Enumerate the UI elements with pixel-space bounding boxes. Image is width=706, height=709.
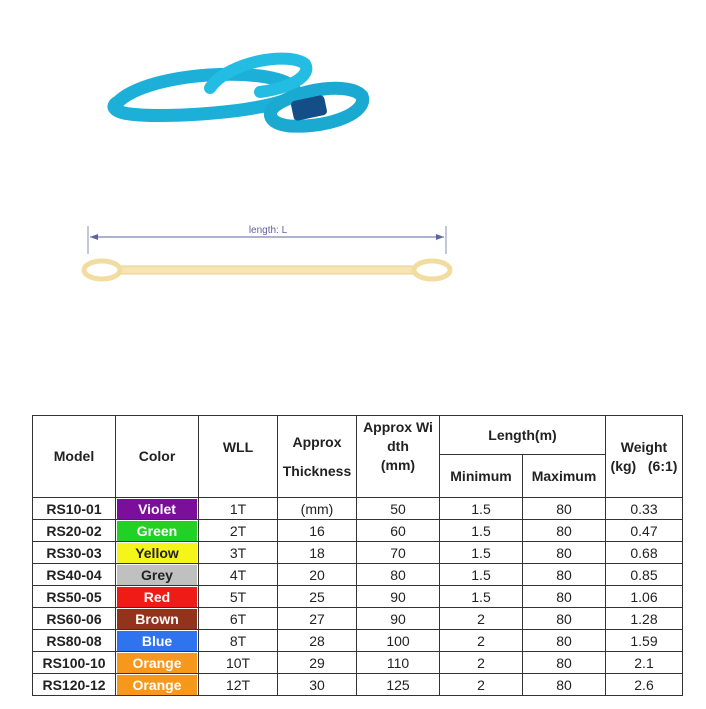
table-row xyxy=(33,674,683,696)
cell-color xyxy=(116,498,199,520)
cell-wll: 12T xyxy=(199,674,278,696)
cell-width: 90 xyxy=(357,608,440,630)
cell-model: RS60-06 xyxy=(33,608,116,630)
cell-weight: 1.28 xyxy=(606,608,683,630)
header-thickness-line1: Approx xyxy=(292,433,342,450)
header-width-line1: Approx Wi xyxy=(363,419,433,435)
cell-wll: 1T xyxy=(199,498,278,520)
cell-max: 80 xyxy=(523,630,606,652)
cell-max: 80 xyxy=(523,542,606,564)
cell-max: 80 xyxy=(523,652,606,674)
length-label: length: L xyxy=(248,225,288,236)
header-weight-line1: Weight xyxy=(620,438,668,455)
cell-thickness: 20 xyxy=(278,564,357,586)
cell-min: 1.5 xyxy=(440,542,523,564)
cell-wll: 6T xyxy=(199,608,278,630)
table-row xyxy=(33,630,683,652)
cell-width: 100 xyxy=(357,630,440,652)
cell-color xyxy=(116,652,199,674)
header-width-line2: dth xyxy=(387,438,409,454)
table-row xyxy=(33,520,683,542)
table-row xyxy=(33,542,683,564)
cell-color xyxy=(116,564,199,586)
cell-thickness: 16 xyxy=(278,520,357,542)
cell-color xyxy=(116,608,199,630)
cell-max: 80 xyxy=(523,498,606,520)
cell-weight: 0.47 xyxy=(606,520,683,542)
cell-max: 80 xyxy=(523,674,606,696)
cell-width: 50 xyxy=(357,498,440,520)
cell-min: 2 xyxy=(440,652,523,674)
cell-wll: 8T xyxy=(199,630,278,652)
cell-model: RS10-01 xyxy=(33,498,116,520)
color-swatch: Orange xyxy=(117,653,197,673)
color-swatch: Red xyxy=(117,587,197,607)
cell-color xyxy=(116,520,199,542)
cell-weight: 0.85 xyxy=(606,564,683,586)
cell-max: 80 xyxy=(523,520,606,542)
header-thickness xyxy=(278,416,357,498)
table-row xyxy=(33,564,683,586)
color-swatch: Blue xyxy=(117,631,197,651)
cell-model: RS30-03 xyxy=(33,542,116,564)
cell-model: RS40-04 xyxy=(33,564,116,586)
cell-weight: 0.33 xyxy=(606,498,683,520)
cell-wll: 2T xyxy=(199,520,278,542)
cell-wll: 3T xyxy=(199,542,278,564)
cell-color xyxy=(116,542,199,564)
header-weight-line2: (kg) (6:1) xyxy=(610,457,678,474)
sling-photo xyxy=(100,40,410,140)
cell-weight: 2.1 xyxy=(606,652,683,674)
table-row xyxy=(33,498,683,520)
header-thickness-line2: Thickness xyxy=(282,462,352,479)
table-row xyxy=(33,652,683,674)
cell-model: RS20-02 xyxy=(33,520,116,542)
header-color: Color xyxy=(116,416,199,498)
color-swatch: Yellow xyxy=(117,543,197,563)
color-swatch: Violet xyxy=(117,499,197,519)
cell-color xyxy=(116,674,199,696)
cell-wll: 4T xyxy=(199,564,278,586)
cell-color xyxy=(116,630,199,652)
cell-max: 80 xyxy=(523,586,606,608)
cell-min: 2 xyxy=(440,674,523,696)
header-width-line3: (mm) xyxy=(380,457,416,473)
header-weight xyxy=(606,416,683,498)
spec-table xyxy=(32,415,683,696)
header-model: Model xyxy=(33,416,116,498)
table-row xyxy=(33,586,683,608)
cell-width: 125 xyxy=(357,674,440,696)
cell-width: 80 xyxy=(357,564,440,586)
color-swatch: Brown xyxy=(117,609,197,629)
cell-color xyxy=(116,586,199,608)
cell-thickness: 27 xyxy=(278,608,357,630)
sling-length-diagram xyxy=(78,218,458,298)
cell-min: 1.5 xyxy=(440,520,523,542)
color-swatch: Grey xyxy=(117,565,197,585)
cell-thickness: 18 xyxy=(278,542,357,564)
table-row xyxy=(33,608,683,630)
cell-weight: 2.6 xyxy=(606,674,683,696)
cell-thickness: 28 xyxy=(278,630,357,652)
cell-min: 2 xyxy=(440,608,523,630)
cell-thickness: 30 xyxy=(278,674,357,696)
cell-width: 90 xyxy=(357,586,440,608)
cell-min: 1.5 xyxy=(440,498,523,520)
cell-weight: 1.06 xyxy=(606,586,683,608)
header-wll: WLL xyxy=(199,416,278,498)
cell-wll: 5T xyxy=(199,586,278,608)
header-minimum: Minimum xyxy=(440,455,523,498)
cell-width: 70 xyxy=(357,542,440,564)
cell-weight: 0.68 xyxy=(606,542,683,564)
header-length: Length(m) xyxy=(440,416,606,455)
cell-max: 80 xyxy=(523,564,606,586)
header-width xyxy=(357,416,440,498)
cell-width: 110 xyxy=(357,652,440,674)
color-swatch: Orange xyxy=(117,675,197,695)
cell-width: 60 xyxy=(357,520,440,542)
color-swatch: Green xyxy=(117,521,197,541)
cell-thickness: 29 xyxy=(278,652,357,674)
cell-wll: 10T xyxy=(199,652,278,674)
cell-model: RS120-12 xyxy=(33,674,116,696)
cell-max: 80 xyxy=(523,608,606,630)
cell-model: RS80-08 xyxy=(33,630,116,652)
cell-min: 1.5 xyxy=(440,586,523,608)
cell-thickness: 25 xyxy=(278,586,357,608)
cell-model: RS100-10 xyxy=(33,652,116,674)
cell-min: 2 xyxy=(440,630,523,652)
cell-weight: 1.59 xyxy=(606,630,683,652)
cell-thickness: (mm) xyxy=(278,498,357,520)
cell-min: 1.5 xyxy=(440,564,523,586)
cell-model: RS50-05 xyxy=(33,586,116,608)
header-maximum: Maximum xyxy=(523,455,606,498)
